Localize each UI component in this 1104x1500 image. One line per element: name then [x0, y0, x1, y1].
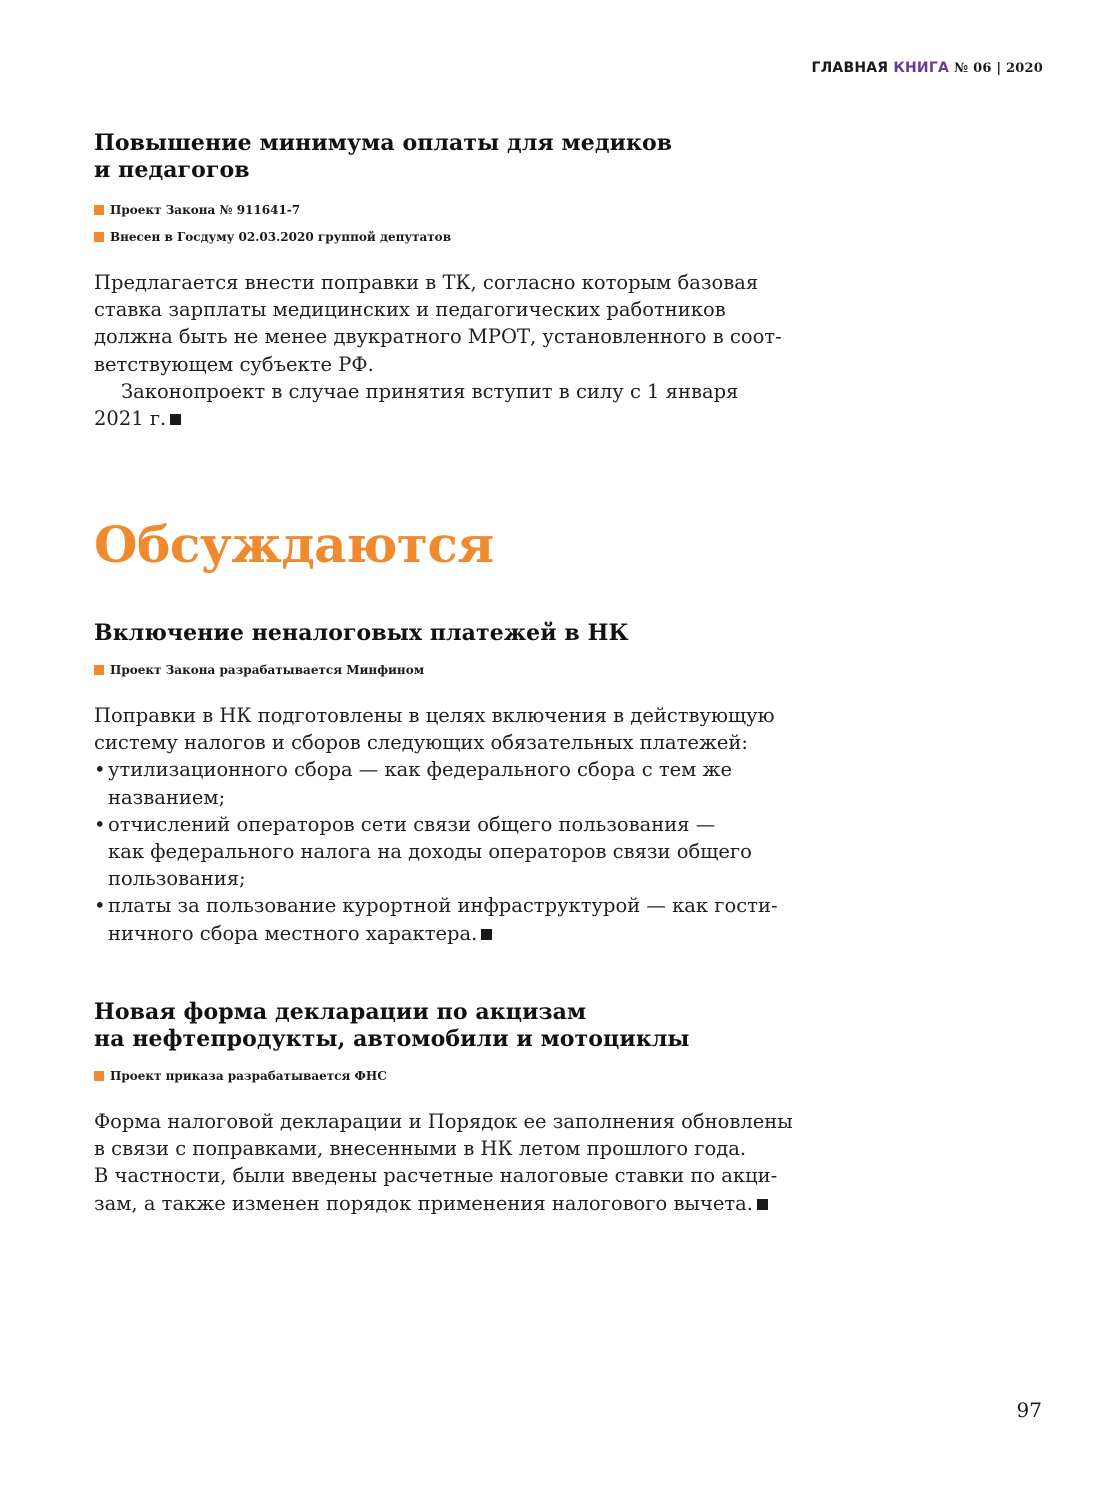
list-item — [94, 811, 784, 893]
article-meta-4 — [94, 1069, 784, 1083]
meta-line — [94, 1069, 784, 1083]
orange-square-icon — [94, 232, 104, 242]
article-title-line-1: Повышение минимума оплаты для медиков — [94, 130, 673, 156]
payments-list — [94, 756, 784, 946]
meta-line — [94, 230, 784, 244]
text-line: Законопроект в случае принятия вступит в силу с 1 января — [121, 379, 739, 403]
orange-square-icon — [94, 1071, 104, 1081]
meta-text: Проект приказа разрабатывается ФНС — [110, 1069, 387, 1083]
text-line: Предлагается внести поправки в ТК, согласно которым базовая — [94, 271, 759, 294]
masthead-issue: № 06 | 2020 — [954, 61, 1043, 76]
text-line: в связи с поправками, внесенными в НК летом прошлого года. — [94, 1137, 747, 1161]
text-line: 2021 г. — [94, 407, 167, 431]
list-item — [94, 892, 784, 946]
article-title — [94, 999, 784, 1053]
article-minimum-pay — [94, 130, 784, 184]
article-nontax-payments — [94, 620, 784, 647]
meta-line — [94, 203, 784, 217]
end-of-article-icon — [481, 929, 492, 940]
paragraph — [94, 378, 784, 432]
text-line: зам, а также изменен порядок применения налогового вычета. — [94, 1191, 753, 1215]
masthead-kniga: КНИГА — [893, 60, 949, 76]
article-body — [94, 269, 784, 432]
text-line: должна быть не менее двукратного МРОТ, установленного в соот- — [94, 325, 782, 349]
article-meta-2 — [94, 230, 784, 244]
page-number: 97 — [1016, 1398, 1042, 1422]
article-title-line-1: Новая форма декларации по акцизам — [94, 999, 587, 1025]
meta-text: Внесен в Госдуму 02.03.2020 группой депутатов — [110, 230, 452, 244]
article-meta-3 — [94, 663, 784, 677]
text-line: как федерального налога на доходы операторов связи общего — [108, 840, 752, 864]
section-heading: Обсуждаются — [94, 515, 494, 574]
paragraph — [94, 269, 784, 378]
bullet-icon: • — [94, 894, 106, 918]
text-line: Форма налоговой декларации и Порядок ее заполнения обновлены — [94, 1110, 793, 1133]
text-line: пользования; — [108, 867, 246, 891]
article-body — [94, 702, 784, 947]
meta-line — [94, 663, 784, 677]
end-of-article-icon — [170, 414, 181, 425]
masthead-glavnaya: ГЛАВНАЯ — [811, 60, 889, 76]
article-title-line-2: и педагогов — [94, 157, 250, 183]
bullet-icon: • — [94, 758, 106, 782]
meta-text: Проект Закона разрабатывается Минфином — [110, 663, 425, 677]
text-line: названием; — [108, 785, 226, 809]
text-line: Поправки в НК подготовлены в целях включения в действующую — [94, 704, 775, 727]
article-title — [94, 130, 784, 184]
text-line: отчислений операторов сети связи общего пользования — — [108, 812, 716, 836]
orange-square-icon — [94, 205, 104, 215]
text-line: ставка зарплаты медицинских и педагогических работников — [94, 298, 726, 322]
masthead — [811, 60, 1043, 76]
article-body — [94, 1108, 793, 1217]
list-item — [94, 756, 784, 810]
article-meta-1 — [94, 203, 784, 217]
text-line: ничного сбора местного характера. — [108, 921, 478, 945]
text-line: ветствующем субъекте РФ. — [94, 352, 374, 376]
end-of-article-icon — [757, 1199, 768, 1210]
meta-text: Проект Закона № 911641-7 — [110, 203, 301, 217]
article-title: Включение неналоговых платежей в НК — [94, 620, 629, 646]
text-line: утилизационного сбора — как федерального сбора с тем же — [108, 758, 733, 782]
text-line: платы за пользование курортной инфраструктурой — как гости- — [108, 894, 778, 918]
orange-square-icon — [94, 665, 104, 675]
article-excise-declaration — [94, 999, 784, 1053]
text-line: В частности, были введены расчетные налоговые ставки по акци- — [94, 1164, 778, 1188]
article-title-line-2: на нефтепродукты, автомобили и мотоциклы — [94, 1026, 690, 1052]
paragraph — [94, 702, 784, 756]
text-line: систему налогов и сборов следующих обязательных платежей: — [94, 731, 748, 755]
paragraph — [94, 1108, 793, 1217]
bullet-icon: • — [94, 812, 106, 836]
